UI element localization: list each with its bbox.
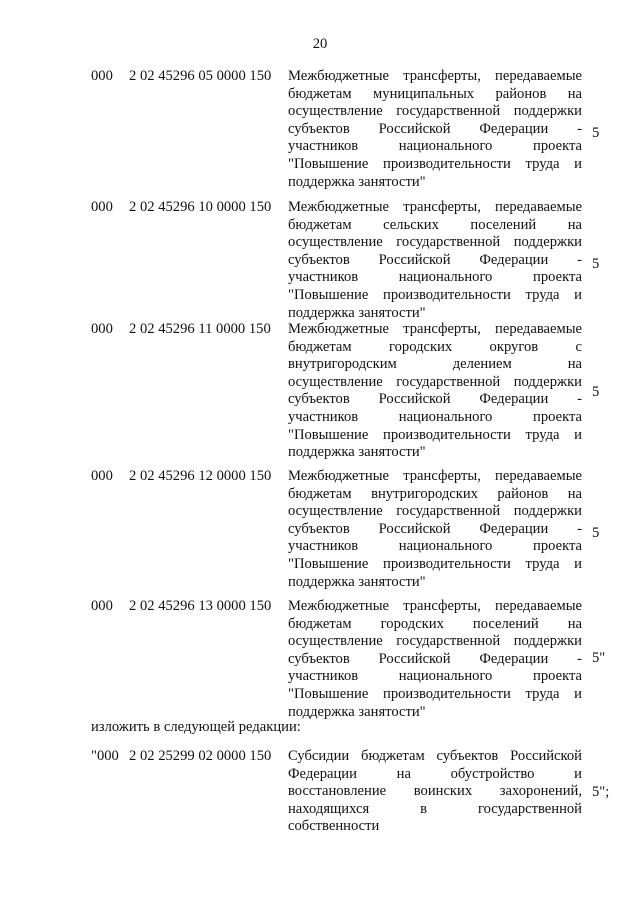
description-line: участников национального проекта: [288, 269, 582, 286]
row-description: [288, 68, 582, 191]
admin-code: 000: [91, 598, 113, 614]
budget-classification-code: 2 02 45296 05 0000 150: [129, 68, 272, 84]
description-line: осуществление государственной поддержки: [288, 234, 582, 251]
description-line: бюджетам сельских поселений на: [288, 216, 582, 233]
description-line: Федерации на обустройство и: [288, 765, 582, 782]
description-line: собственности: [288, 818, 380, 835]
description-line: поддержка занятости": [288, 444, 426, 461]
description-line: восстановление воинских захоронений,: [288, 783, 582, 800]
budget-classification-code: 2 02 45296 11 0000 150: [129, 321, 271, 337]
description-line: поддержка занятости": [288, 573, 426, 590]
description-line: бюджетам городских округов с: [288, 338, 582, 355]
description-line: осуществление государственной поддержки: [288, 373, 582, 390]
description-line: Субсидии бюджетам субъектов Российской: [288, 748, 582, 764]
description-line: осуществление государственной поддержки: [288, 503, 582, 520]
row-value: 5: [592, 384, 600, 400]
description-line: Межбюджетные трансферты, передаваемые: [288, 321, 582, 337]
row-value: 5: [592, 125, 600, 141]
description-line: поддержка занятости": [288, 703, 426, 720]
description-line: Межбюджетные трансферты, передаваемые: [288, 68, 582, 84]
description-line: субъектов Российской Федерации -: [288, 650, 582, 667]
row-value: 5";: [592, 784, 610, 800]
description-line: участников национального проекта: [288, 668, 582, 685]
admin-code: "000: [91, 748, 119, 764]
description-line: Межбюджетные трансферты, передаваемые: [288, 598, 582, 614]
intro-text: изложить в следующей редакции:: [91, 719, 301, 735]
description-line: осуществление государственной поддержки: [288, 103, 582, 120]
row-description: [288, 468, 582, 591]
description-line: субъектов Российской Федерации -: [288, 251, 582, 268]
description-line: осуществление государственной поддержки: [288, 633, 582, 650]
admin-code: 000: [91, 68, 113, 84]
page-number: 20: [312, 36, 328, 52]
row-value: 5": [592, 650, 606, 666]
row-description: [288, 321, 582, 462]
description-line: бюджетам муниципальных районов на: [288, 85, 582, 102]
description-line: субъектов Российской Федерации -: [288, 520, 582, 537]
description-line: субъектов Российской Федерации -: [288, 391, 582, 408]
description-line: поддержка занятости": [288, 304, 426, 321]
description-line: участников национального проекта: [288, 538, 582, 555]
admin-code: 000: [91, 199, 113, 215]
admin-code: 000: [91, 321, 113, 337]
description-line: "Повышение производительности труда и: [288, 685, 582, 702]
row-value: 5: [592, 525, 600, 541]
description-line: "Повышение производительности труда и: [288, 286, 582, 303]
row-description: [288, 199, 582, 322]
budget-classification-code: 2 02 45296 10 0000 150: [129, 199, 272, 215]
description-line: участников национального проекта: [288, 138, 582, 155]
description-line: "Повышение производительности труда и: [288, 555, 582, 572]
budget-classification-code: 2 02 45296 12 0000 150: [129, 468, 272, 484]
row-description: [288, 748, 582, 836]
description-line: Межбюджетные трансферты, передаваемые: [288, 468, 582, 484]
description-line: бюджетам внутригородских районов на: [288, 485, 582, 502]
description-line: "Повышение производительности труда и: [288, 155, 582, 172]
row-description: [288, 598, 582, 721]
description-line: Межбюджетные трансферты, передаваемые: [288, 199, 582, 215]
description-line: находящихся в государственной: [288, 800, 582, 817]
budget-classification-code: 2 02 45296 13 0000 150: [129, 598, 272, 614]
description-line: внутригородским делением на: [288, 356, 582, 373]
description-line: поддержка занятости": [288, 173, 426, 190]
description-line: бюджетам городских поселений на: [288, 615, 582, 632]
description-line: субъектов Российской Федерации -: [288, 120, 582, 137]
budget-classification-code: 2 02 25299 02 0000 150: [129, 748, 272, 764]
description-line: участников национального проекта: [288, 408, 582, 425]
description-line: "Повышение производительности труда и: [288, 426, 582, 443]
admin-code: 000: [91, 468, 113, 484]
row-value: 5: [592, 256, 600, 272]
